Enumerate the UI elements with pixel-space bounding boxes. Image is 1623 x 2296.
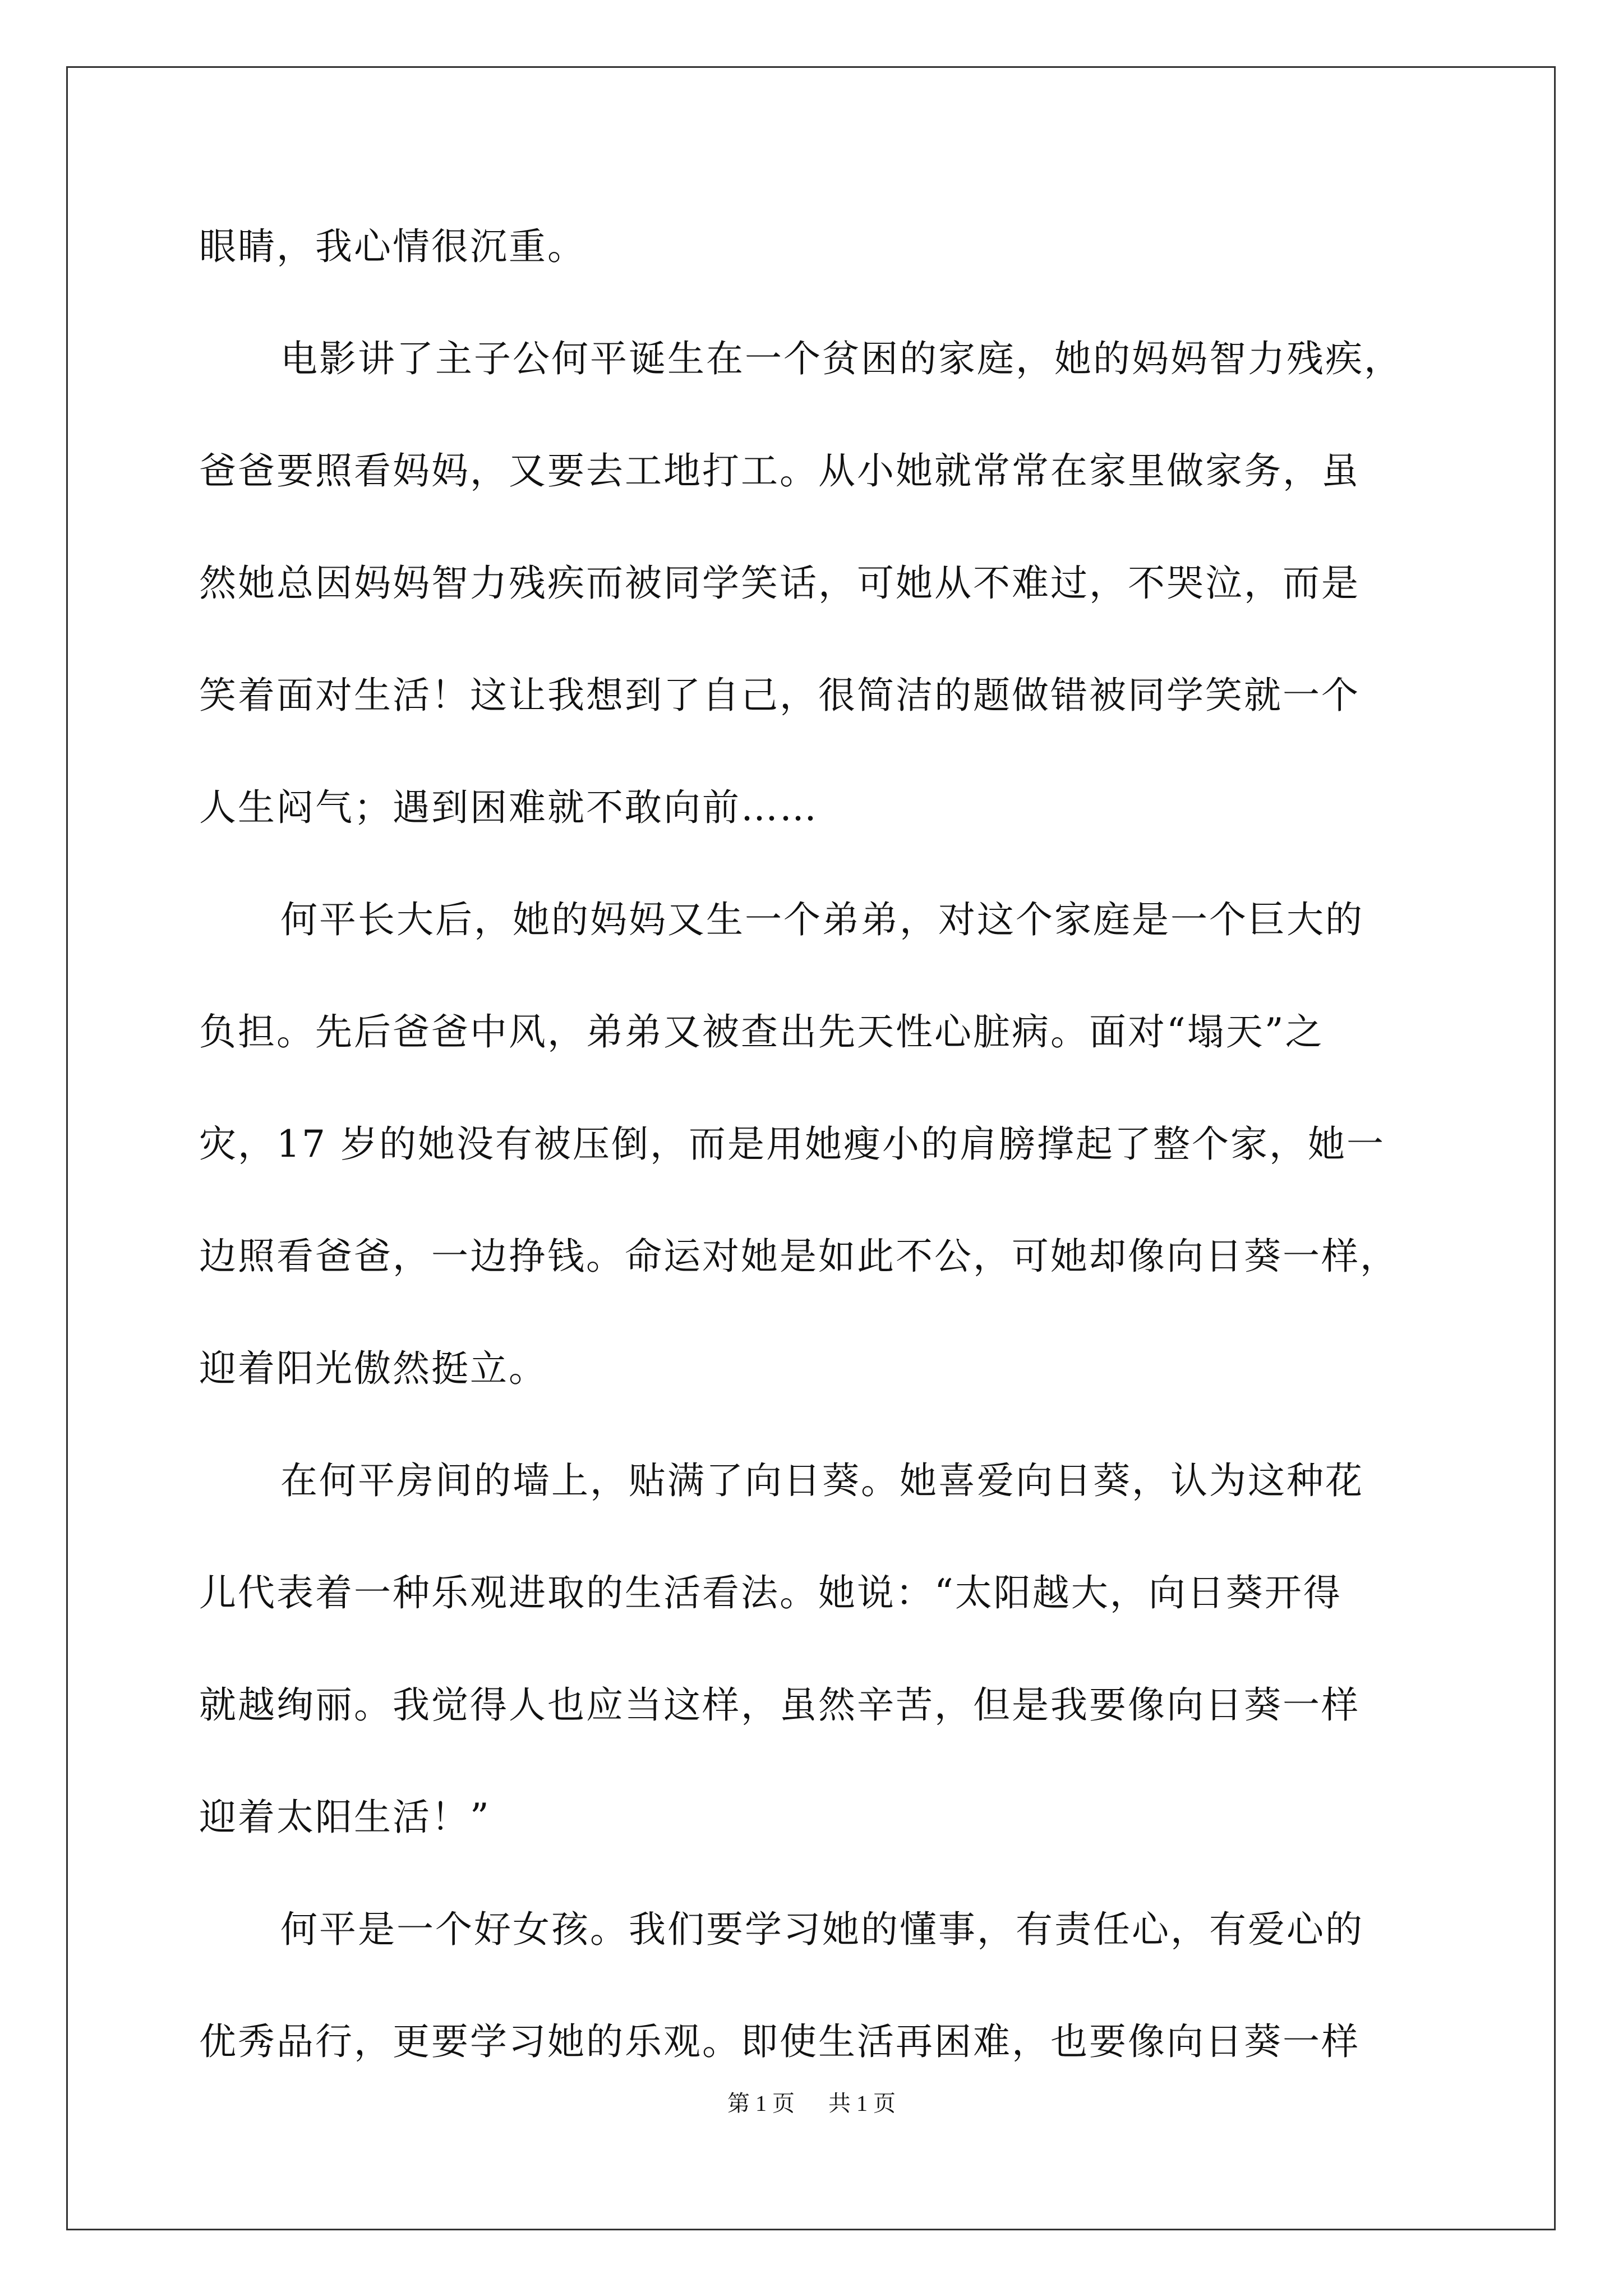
text-line: 迎着太阳生活！”: [199, 1796, 491, 1839]
text-line: 迎着阳光傲然挺立。: [199, 1347, 547, 1390]
text-line: 爸爸要照看妈妈，又要去工地打工。从小她就常常在家里做家务，虽: [199, 449, 1360, 493]
text-line: 边照看爸爸，一边挣钱。命运对她是如此不公，可她却像向日葵一样，: [199, 1235, 1399, 1278]
page-number: 第 1 页: [727, 2091, 795, 2116]
text-line: 就越绚丽。我觉得人也应当这样，虽然辛苦，但是我要像向日葵一样: [199, 1683, 1360, 1727]
text-line: 眼睛，我心情很沉重。: [199, 225, 586, 268]
text-line: 优秀品行，更要学习她的乐观。即使生活再困难，也要像向日葵一样: [199, 2020, 1360, 2063]
page-total: 共 1 页: [828, 2091, 896, 2116]
document-body: [199, 213, 1433, 2120]
text-line: 然她总因妈妈智力残疾而被同学笑话，可她从不难过，不哭泣，而是: [199, 562, 1360, 605]
text-line: 儿代表着一种乐观进取的生活看法。她说：“太阳越大，向日葵开得: [199, 1571, 1342, 1614]
text-line: 何平是一个好女孩。我们要学习她的懂事，有责任心，有爱心的: [280, 1908, 1364, 1951]
text-line: 灾，17 岁的她没有被压倒，而是用她瘦小的肩膀撑起了整个家，她一: [199, 1122, 1385, 1166]
text-line: 笑着面对生活！这让我想到了自己，很简洁的题做错被同学笑就一个: [199, 674, 1360, 717]
text-line: 电影讲了主子公何平诞生在一个贫困的家庭，她的妈妈智力残疾，: [280, 337, 1403, 380]
text-line: 在何平房间的墙上，贴满了向日葵。她喜爱向日葵，认为这种花: [280, 1459, 1364, 1502]
text-line: 何平长大后，她的妈妈又生一个弟弟，对这个家庭是一个巨大的: [280, 898, 1364, 941]
text-line: 负担。先后爸爸中风，弟弟又被查出先天性心脏病。面对“塌天”之: [199, 1010, 1324, 1053]
page-footer: [0, 2087, 1623, 2120]
text-line: 人生闷气；遇到困难就不敢向前……: [199, 786, 818, 829]
